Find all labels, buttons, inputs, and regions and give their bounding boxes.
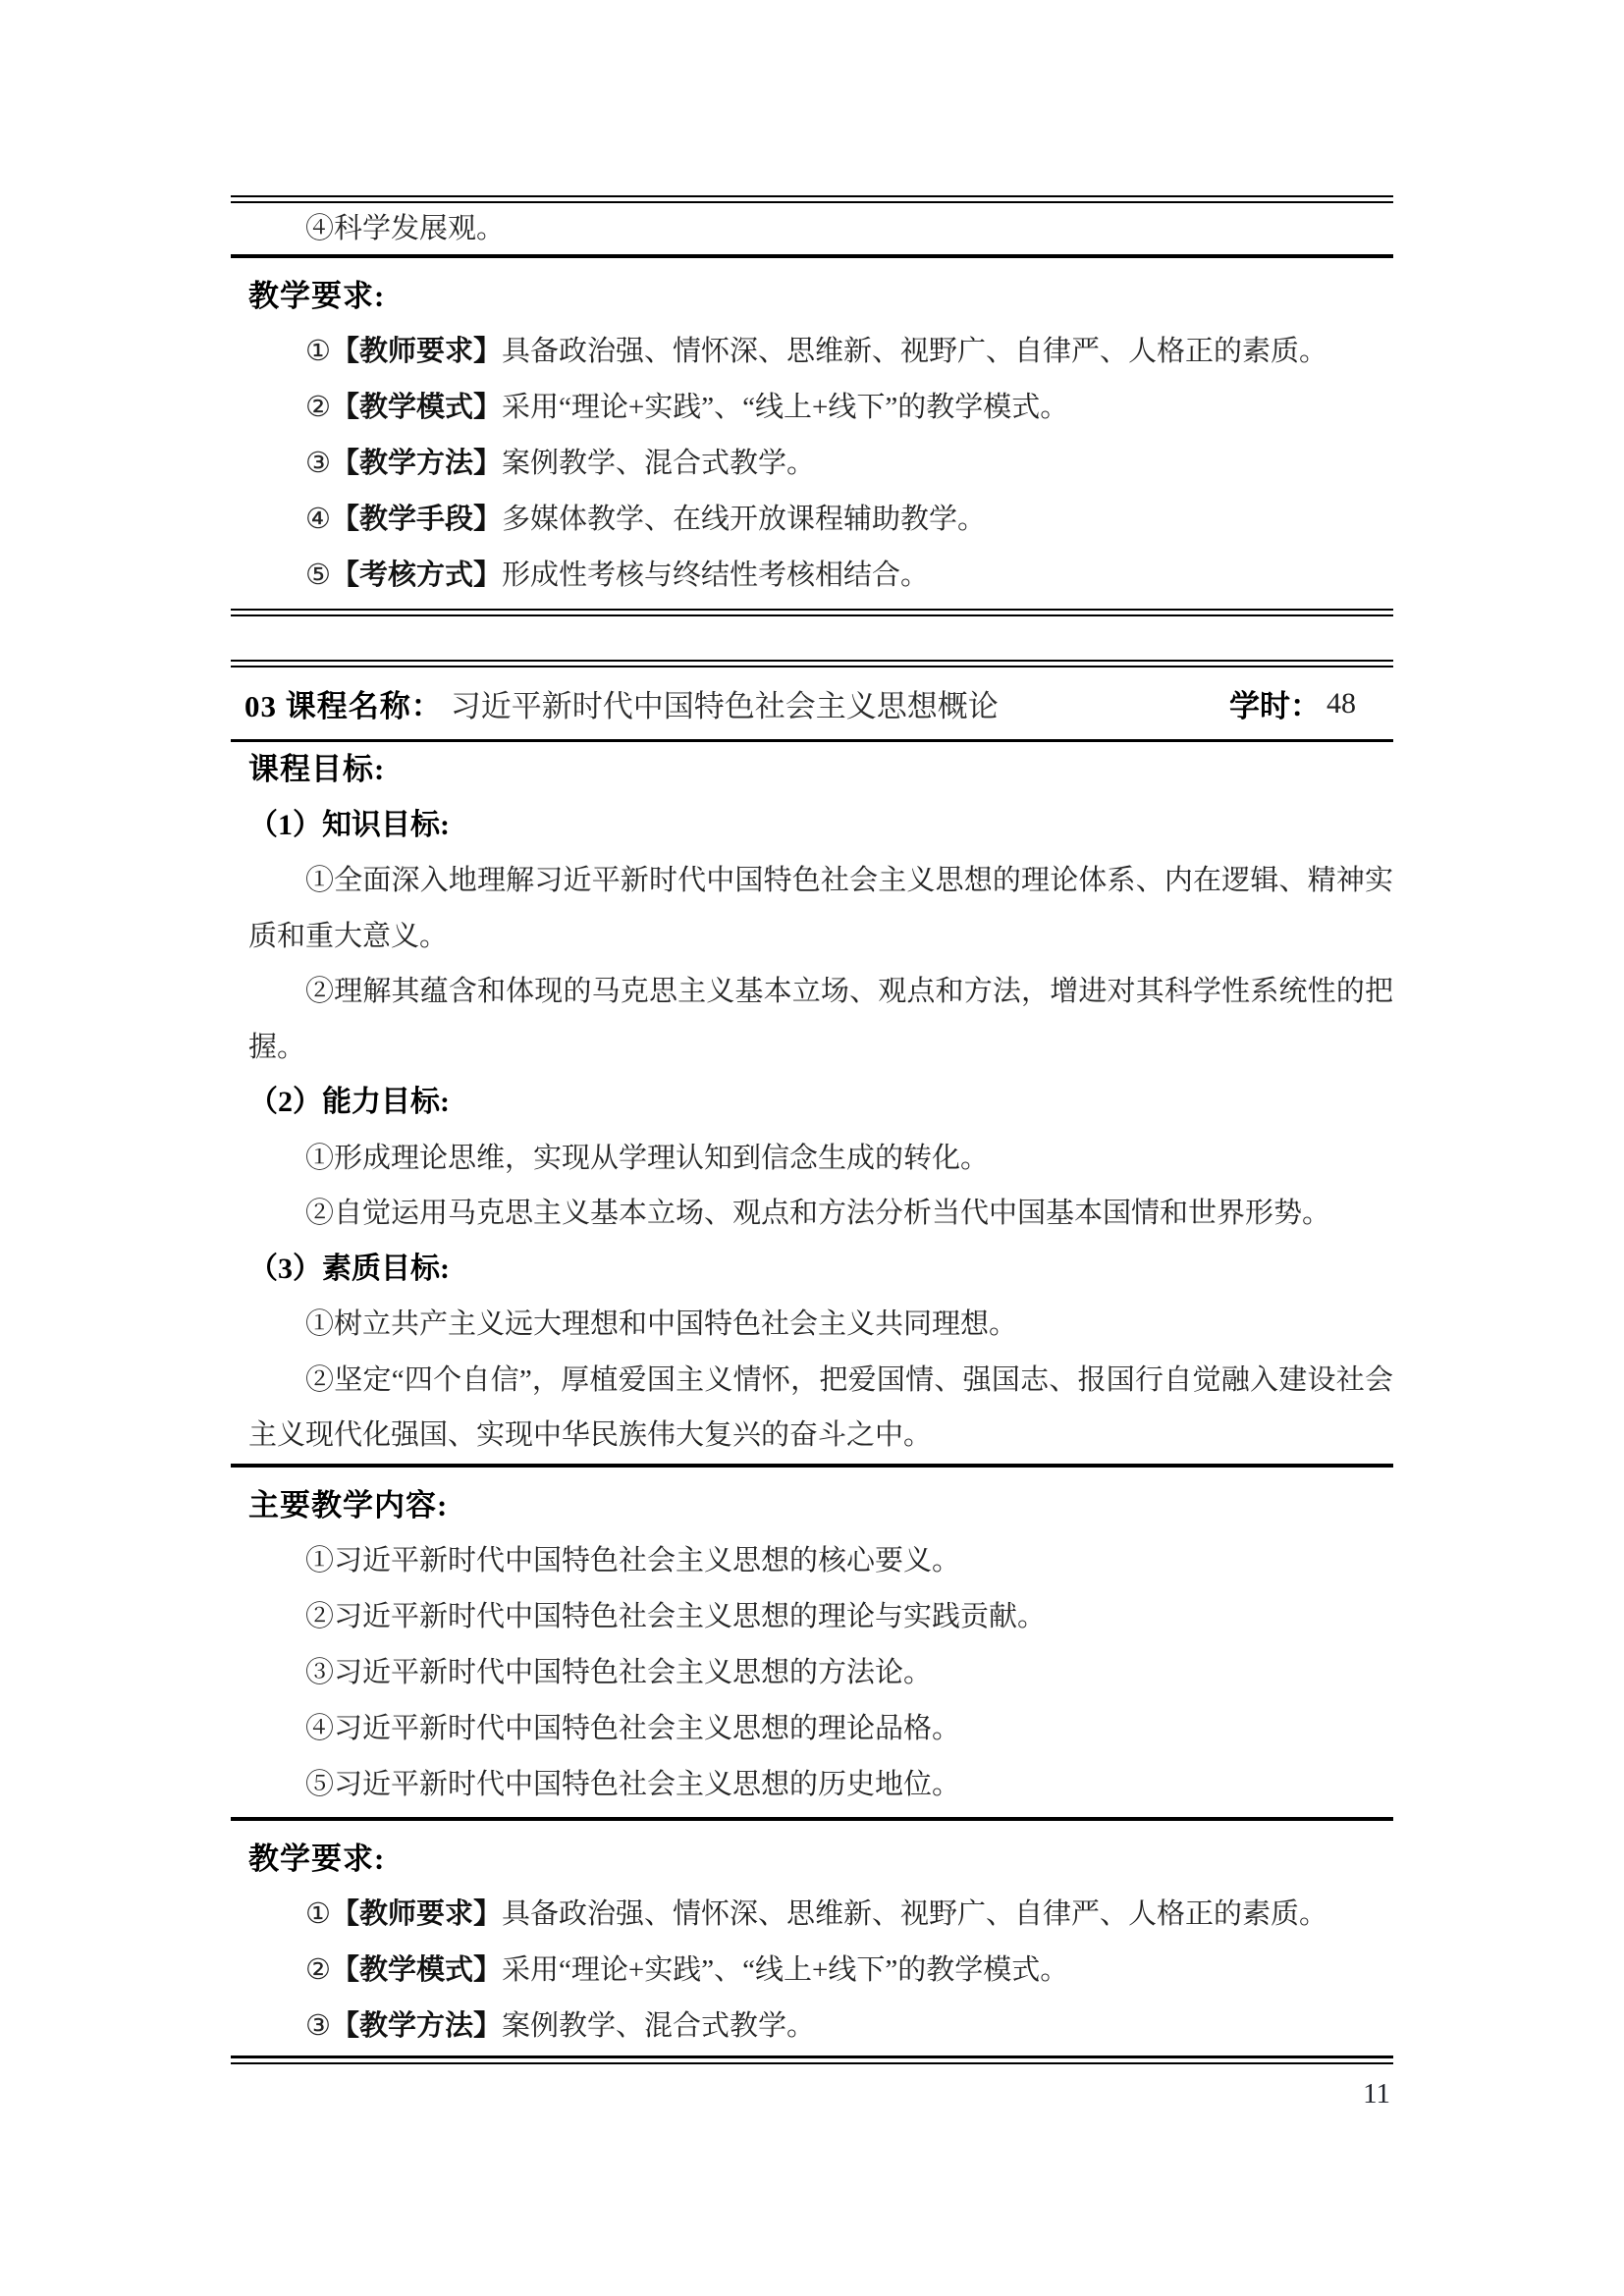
item-tag: 【教学方法】	[331, 448, 503, 479]
item-number: ①	[305, 1897, 331, 1930]
teaching-requirement-item	[248, 324, 1393, 380]
course-header-row	[231, 667, 1393, 739]
previous-course-table-continued	[231, 203, 1393, 609]
item-number: ③	[305, 448, 331, 479]
course-objectives-row	[231, 742, 1393, 1464]
item-text: 案例教学、混合式教学。	[502, 448, 816, 479]
objective-item: ①形成理论思维，实现从学理认知到信念生成的转化。	[305, 1142, 990, 1174]
main-content-item: ①习近平新时代中国特色社会主义思想的核心要义。	[305, 1544, 961, 1576]
objective-item: ①树立共产主义远大理想和中国特色社会主义共同理想。	[305, 1308, 1018, 1340]
objective-group-heading: （3）素质目标:	[248, 1252, 450, 1285]
content-item: ④科学发展观。	[305, 213, 506, 244]
table-top-double-rule	[231, 660, 1393, 667]
objective-item: ①全面深入地理解习近平新时代中国特色社会主义思想的理论体系、内在逻辑、精神实质和重大意义。	[248, 865, 1393, 952]
objective-group-heading: （2）能力目标:	[248, 1086, 450, 1118]
item-number: ②	[305, 1953, 331, 1986]
item-tag: 【教学模式】	[331, 1953, 503, 1986]
item-tag: 【教学手段】	[331, 504, 503, 535]
hours-label: 学时：	[1229, 689, 1321, 723]
main-content-item: ③习近平新时代中国特色社会主义思想的方法论。	[305, 1656, 933, 1688]
item-tag: 【教师要求】	[331, 1897, 503, 1930]
item-text: 多媒体教学、在线开放课程辅助教学。	[502, 504, 987, 535]
item-number: ③	[305, 2009, 331, 2042]
item-text: 采用“理论+实践”、“线上+线下”的教学模式。	[502, 1953, 1069, 1986]
objective-item: ②自觉运用马克思主义基本立场、观点和方法分析当代中国基本国情和世界形势。	[305, 1198, 1331, 1229]
course-hours	[1229, 681, 1356, 725]
objective-item: ②理解其蕴含和体现的马克思主义基本立场、观点和方法，增进对其科学性系统性的把握。	[248, 976, 1393, 1063]
table-bottom-double-rule	[231, 609, 1393, 616]
item-tag: 【教学方法】	[331, 2009, 503, 2042]
item-tag: 【教学模式】	[331, 392, 503, 423]
teaching-requirement-item	[248, 1887, 1393, 1943]
item-text: 具备政治强、情怀深、思维新、视野广、自律严、人格正的素质。	[502, 1897, 1328, 1930]
page-bottom-double-rule	[231, 2056, 1393, 2064]
teaching-requirements-row	[231, 1821, 1393, 2056]
main-content-row	[231, 1468, 1393, 1817]
item-tag: 【教师要求】	[331, 336, 503, 367]
teaching-requirement-item	[248, 1999, 1393, 2055]
objective-group-heading: （1）知识目标:	[248, 808, 450, 841]
item-number: ⑤	[305, 560, 331, 591]
course-number-label: 03 课程名称：	[244, 689, 443, 723]
teaching-requirement-item	[248, 380, 1393, 436]
item-tag: 【考核方式】	[331, 560, 503, 591]
main-content-item: ④习近平新时代中国特色社会主义思想的理论品格。	[305, 1712, 961, 1744]
objective-item: ②坚定“四个自信”，厚植爱国主义情怀，把爱国情、强国志、报国行自觉融入建设社会主义现代化强国、实现中华民族伟大复兴的奋斗之中。	[248, 1363, 1393, 1451]
main-content-item: ②习近平新时代中国特色社会主义思想的理论与实践贡献。	[305, 1600, 1047, 1632]
teaching-requirement-item	[248, 436, 1393, 492]
table-gap	[231, 616, 1393, 660]
teaching-requirement-item	[248, 1943, 1393, 1999]
section-label: 教学要求:	[248, 279, 386, 313]
page-number: 11	[1363, 2077, 1390, 2109]
section-label: 课程目标:	[248, 752, 386, 786]
course-03-table	[231, 667, 1393, 2056]
page-content	[231, 195, 1393, 2110]
main-content-item: ⑤习近平新时代中国特色社会主义思想的历史地位。	[305, 1768, 961, 1800]
item-text: 案例教学、混合式教学。	[502, 2009, 816, 2042]
item-number: ④	[305, 504, 331, 535]
course-name: 习近平新时代中国特色社会主义思想概论	[450, 689, 999, 723]
item-text: 具备政治强、情怀深、思维新、视野广、自律严、人格正的素质。	[502, 336, 1328, 367]
item-number: ②	[305, 392, 331, 423]
item-text: 形成性考核与终结性考核相结合。	[502, 560, 930, 591]
section-label: 教学要求:	[248, 1841, 386, 1876]
item-number: ①	[305, 336, 331, 367]
table-top-double-rule	[231, 195, 1393, 203]
item-text: 采用“理论+实践”、“线上+线下”的教学模式。	[502, 392, 1069, 423]
content-row	[231, 203, 1393, 254]
teaching-requirement-item	[248, 492, 1393, 548]
teaching-requirements-row	[231, 258, 1393, 609]
teaching-requirement-item	[248, 548, 1393, 604]
section-label: 主要教学内容:	[248, 1487, 449, 1522]
hours-value: 48	[1326, 686, 1356, 720]
